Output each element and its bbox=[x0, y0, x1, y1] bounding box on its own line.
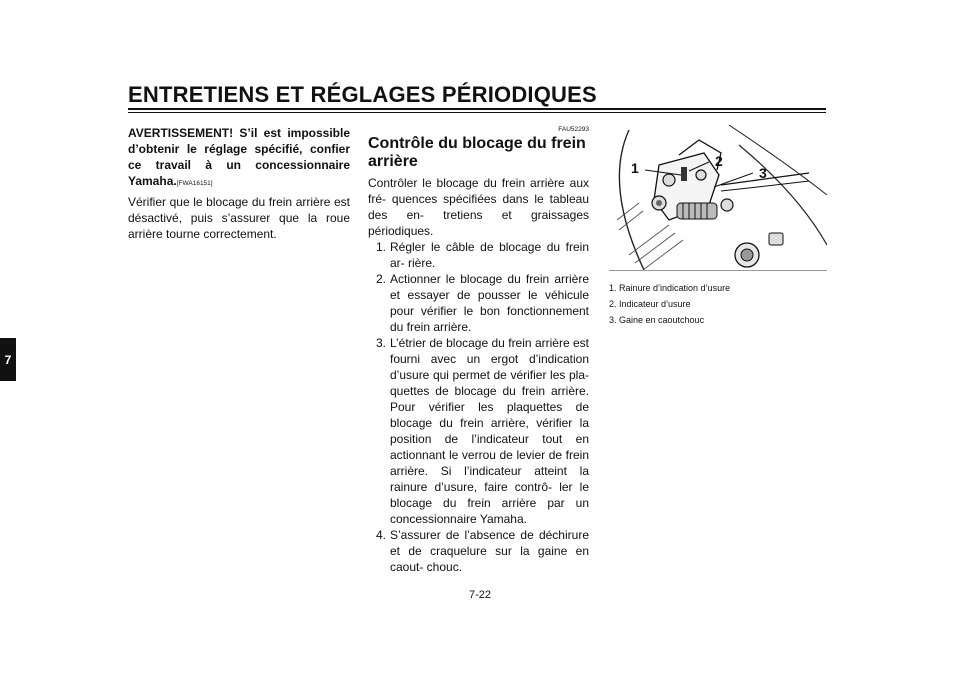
step-text: Actionner le blocage du frein arrière et essayer de pousser le véhicule pour vérifier le bon fonctionnement du frein arrière. bbox=[390, 272, 589, 334]
step-number: 3. bbox=[376, 336, 387, 350]
figure-captions bbox=[609, 280, 827, 328]
warning-text: AVERTISSEMENT! S’il est impossible d’obtenir le réglage spécifié, confier ce travail à un concessionnaire Yamaha. bbox=[128, 126, 350, 188]
step-number: 1. bbox=[376, 240, 387, 254]
list-item bbox=[368, 335, 589, 527]
caption-item: 2. Indicateur d’usure bbox=[609, 299, 691, 309]
brake-caliper-drawing bbox=[609, 125, 827, 270]
section-title: Contrôle du blocage du frein arrière bbox=[368, 135, 586, 170]
list-item bbox=[368, 239, 589, 271]
caption-item: 3. Gaine en caoutchouc bbox=[609, 315, 705, 325]
middle-column bbox=[368, 125, 589, 575]
header-rule-thin bbox=[128, 112, 826, 113]
step-text: L’étrier de blocage du frein arrière est fourni avec un ergot d’indication d’usure qui permet de vérifier les pla- quettes de blocage du frein arrière. Pour vérifier les plaquettes de blocage du frein arrière, vérifier la position de l’indicateur tout en actionnant le verrou de levier de frein arrière. Si l’indicateur atteint la rainure d’usure, faire contrô- ler le blocage du frein arrière par un concessionnaire Yamaha. bbox=[390, 336, 589, 526]
step-text: Régler le câble de blocage du frein ar- rière. bbox=[390, 240, 589, 270]
section-code: FAU52293 bbox=[558, 126, 589, 133]
chapter-tab: 7 bbox=[0, 338, 16, 381]
warning-block bbox=[128, 125, 350, 192]
page-title: ENTRETIENS ET RÉGLAGES PÉRIODIQUES bbox=[128, 82, 597, 107]
callout-3: 3 bbox=[759, 165, 767, 181]
section-intro: Contrôler le blocage du frein arrière aux fré- quences spécifiées dans le tableau des en- tretiens et graissages périodiques. bbox=[368, 176, 589, 238]
list-item bbox=[368, 271, 589, 335]
list-item bbox=[368, 527, 589, 575]
left-paragraph: Vérifier que le blocage du frein arrière est désactivé, puis s’assurer que la roue arrière tourne correctement. bbox=[128, 195, 350, 241]
steps-list bbox=[368, 239, 589, 575]
callout-1: 1 bbox=[631, 160, 639, 176]
warning-code: [FWA16151] bbox=[176, 180, 213, 187]
left-column bbox=[128, 125, 350, 242]
step-number: 4. bbox=[376, 528, 387, 542]
callout-2: 2 bbox=[715, 153, 723, 169]
header-rule-thick bbox=[128, 108, 826, 110]
page-number: 7-22 bbox=[468, 589, 492, 601]
step-number: 2. bbox=[376, 272, 387, 286]
brake-lock-illustration bbox=[609, 125, 827, 271]
step-text: S’assurer de l’absence de déchirure et de craquelure sur la gaine en caout- chouc. bbox=[390, 528, 589, 574]
caption-item: 1. Rainure d’indication d’usure bbox=[609, 283, 731, 293]
